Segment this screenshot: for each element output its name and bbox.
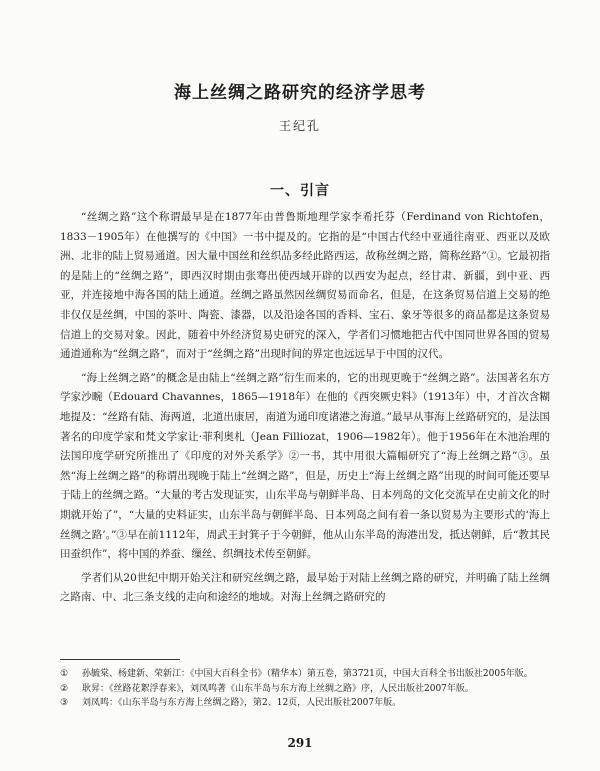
footnote-text: 孙毓棠、杨建新、荣新江：《中国大百科全书》（精华本）第五卷，第3721页，中国大百科全书出版社2005年版。 <box>82 669 533 679</box>
footnote <box>60 682 550 697</box>
author-name: 王纪孔 <box>278 119 321 133</box>
paragraph: “丝绸之路”这个称谓最早是在1877年由普鲁斯地理学家李希托芬（Ferdinand von Richtofen，1833－1905年）在他撰写的《中国》一书中提及的。它指的是“中国古代经中亚通往南亚、西亚以及欧洲、北非的陆上贸易通道。因大量中国丝和丝织品多经此路西运，故称丝绸之路，简称丝路”①。它最初指的是陆上的“丝绸之路”，即西汉时期由张骞出使西域开辟的以西安为起点，经甘肃、新疆，到中亚、西亚，并连接地中海各国的陆上通道。丝绸之路虽然因丝绸贸易而命名，但是，在这条贸易信道上交易的绝非仅仅是丝绸，中国的茶叶、陶瓷、漆器，以及沿途各国的香料、宝石、象牙等很多的商品都是这条贸易信道上的交易对象。因此，随着中外经济贸易史研究的深入，学者们习惯地把古代中国同世界各国的贸易通道通称为“丝绸之路”，而对于“丝绸之路”出现时间的界定也远远早于中国的汉代。 <box>60 211 550 361</box>
footnote <box>60 667 550 682</box>
footnote-marker: ① <box>60 669 69 679</box>
body-text <box>60 208 550 612</box>
paragraph: 学者们从20世纪中期开始关注和研究丝绸之路，最早始于对陆上丝绸之路的研究，并明确了陆上丝绸之路南、中、北三条支线的走向和途经的地域。对海上丝绸之路研究的 <box>60 571 550 604</box>
footnote-divider <box>60 659 180 660</box>
footnote <box>60 696 550 711</box>
section-heading: 一、引言 <box>270 183 330 199</box>
footnote-text: 耿昇：《丝路花絮浮春来》，刘凤鸣著《山东半岛与东方海上丝绸之路》序，人民出版社2007年版。 <box>82 683 474 694</box>
paper-title: 海上丝绸之路研究的经济学思考 <box>174 83 426 103</box>
footnote-marker: ③ <box>60 698 69 708</box>
footnotes <box>60 667 550 711</box>
page-number: 291 <box>287 736 313 750</box>
footnote-text: 刘凤鸣：《山东半岛与东方海上丝绸之路》，第2、12页，人民出版社2007年版。 <box>82 698 402 708</box>
paragraph: “海上丝绸之路”的概念是由陆上“丝绸之路”衍生而来的，它的出现更晚于“丝绸之路”。法国著名东方学家沙畹（Edouard Chavannes，1865—1918年）在他的《西突厥史料》（1913年）中，才首次含糊地提及：“丝路有陆、海两道，北道出康居，南道为通印度诸港之海道。”最早从事海上丝路研究的，是法国著名的印度学家和梵文学家让·菲利奥札（Jean Filliozat，1906—1982年）。他于1956年在木池治理的法国印度学研究所推出了《印度的对外关系学》②一书，其中用很大篇幅研究了“海上丝绸之路”③。虽然“海上丝绸之路”的称谓出现晚于陆上“丝绸之路”，但是，历史上“海上丝绸之路”出现的时间可能还要早于陆上的丝绸之路。“大量的考古发现证实，山东半岛与朝鲜半岛、日本列岛的文化交流早在史前文化的时期就开始了”，“大量的史料证实，山东半岛与朝鲜半岛、日本列岛之间有着一条以贸易为主要形式的‘海上丝绸之路’。”③早在前1112年，周武王封箕子于今朝鲜，他从山东半岛的海港出发，抵达朝鲜，后“教其民田蚕织作”，将中国的养蚕、缫丝、织绸技术传至朝鲜。 <box>60 371 550 561</box>
footnote-marker: ② <box>60 683 69 694</box>
